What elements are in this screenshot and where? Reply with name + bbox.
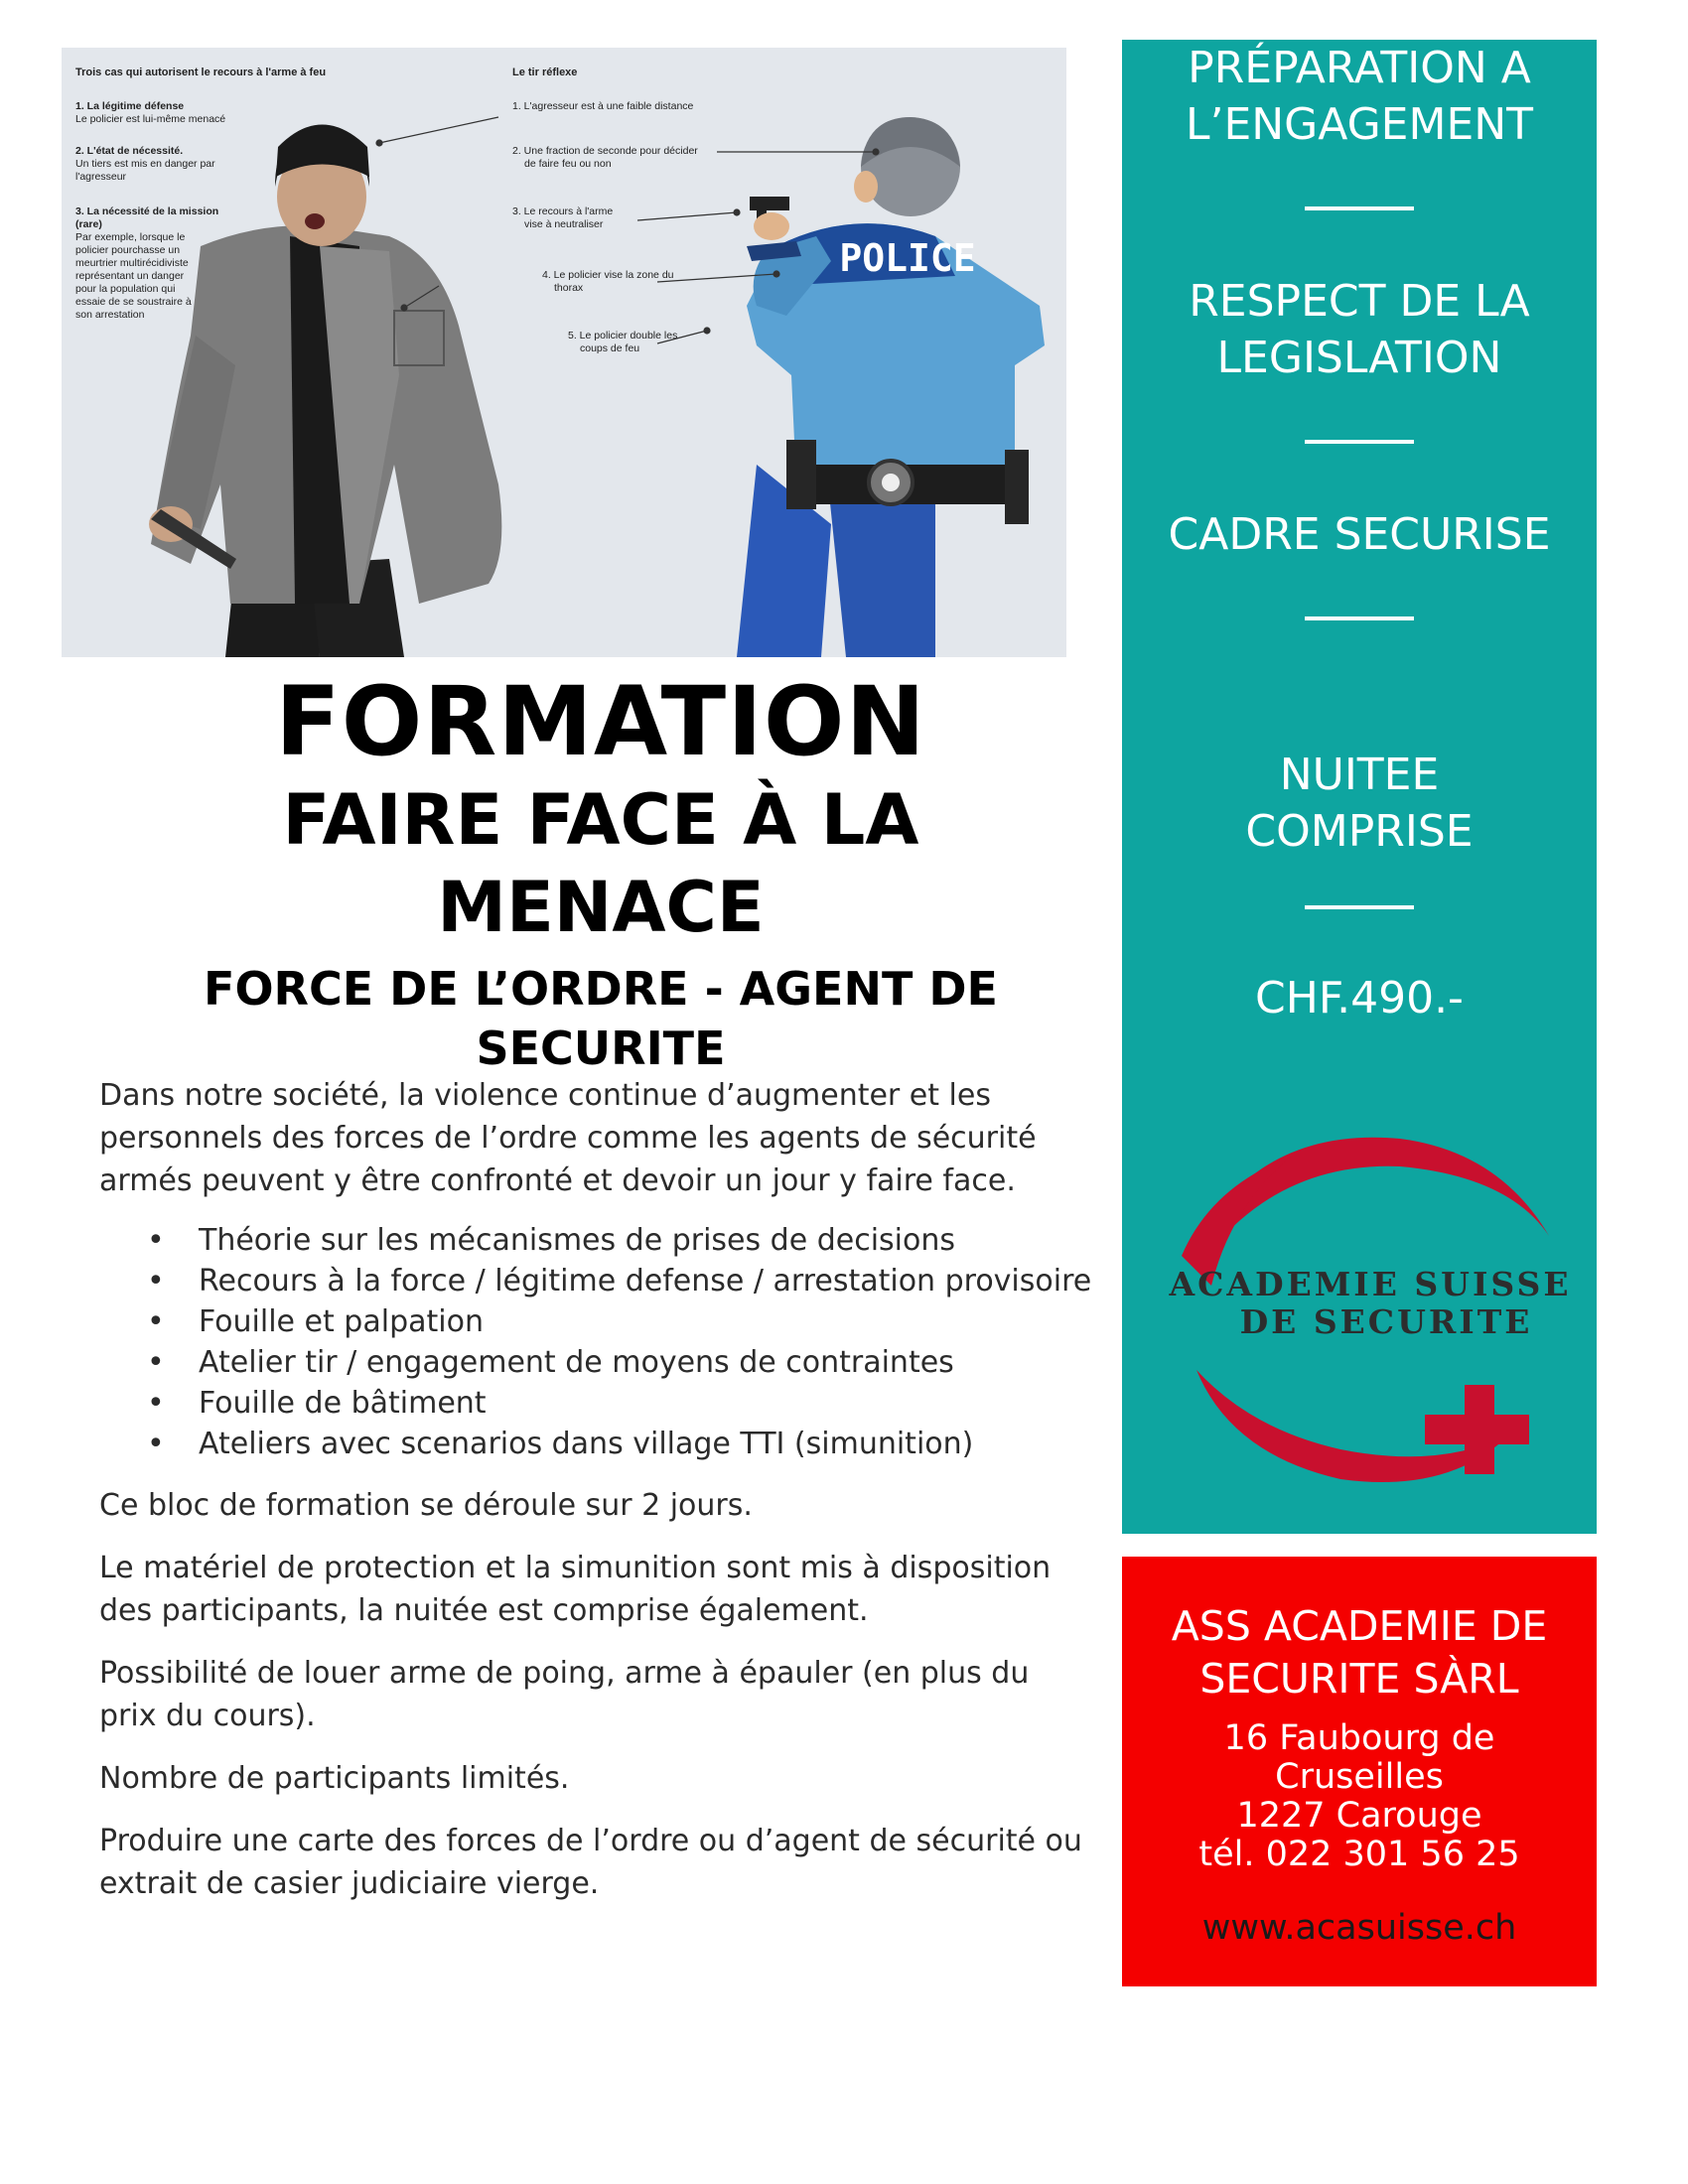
list-item-text: Atelier tir / engagement de moyens de contraintes	[199, 1345, 954, 1380]
program-list	[99, 1220, 1092, 1464]
left-item-3-line: meurtrier multirécidiviste	[75, 257, 189, 269]
target-audience: FORCE DE L’ORDRE - AGENT DE SECURITE	[204, 962, 998, 1075]
page-title: FORMATION	[275, 666, 926, 777]
bullet-icon: •	[147, 1345, 165, 1380]
page-subtitle: FAIRE FACE À LA MENACE	[282, 779, 919, 948]
address-line: Cruseilles	[1275, 1757, 1444, 1797]
separator-line	[1305, 616, 1414, 620]
list-item	[99, 1301, 1092, 1342]
highlight-secure-frame: CADRE SECURISE	[1168, 509, 1551, 560]
website-link[interactable]: www.acasuisse.ch	[1201, 1908, 1517, 1948]
academy-logo	[1152, 1117, 1589, 1504]
right-item-3-line: 3. Le recours à l'arme	[512, 205, 614, 217]
separator-line	[1305, 905, 1414, 909]
left-legend-heading: Trois cas qui autorisent le recours à l'arme à feu	[75, 67, 327, 78]
right-item-2-line: de faire feu ou non	[524, 158, 612, 170]
left-item-2-line: Un tiers est mis en danger par	[75, 158, 215, 170]
highlight-overnight: NUITEE	[1279, 750, 1440, 800]
right-item-3-line: vise à neutraliser	[524, 218, 604, 230]
list-item	[99, 1424, 1092, 1464]
left-item-3-line: son arrestation	[75, 309, 145, 321]
price: CHF.490.-	[1255, 973, 1464, 1024]
left-item-3-line: Par exemple, lorsque le	[75, 231, 186, 243]
list-item-text: Recours à la force / légitime defense / arrestation provisoire	[199, 1264, 1092, 1298]
course-description	[99, 1074, 1092, 1905]
right-item-1-line: 1. L'agresseur est à une faible distance	[512, 100, 694, 112]
separator-line	[1305, 440, 1414, 444]
rental-paragraph: Possibilité de louer arme de poing, arme à épauler (en plus du prix du cours).	[99, 1656, 1030, 1733]
left-item-3-title: (rare)	[75, 218, 102, 230]
address-line: 16 Faubourg de	[1223, 1718, 1495, 1758]
left-item-3-line: pour la population qui	[75, 283, 176, 295]
bullet-icon: •	[147, 1223, 165, 1258]
hero-illustration	[62, 48, 1066, 657]
list-item-text: Ateliers avec scenarios dans village TTI (simunition)	[199, 1427, 974, 1461]
right-item-5-line: 5. Le policier double les	[568, 330, 678, 341]
duration-paragraph: Ce bloc de formation se déroule sur 2 jours.	[99, 1488, 753, 1523]
address-city: 1227 Carouge	[1236, 1796, 1482, 1836]
right-item-4-line: 4. Le policier vise la zone du	[542, 269, 674, 281]
left-item-1-title: 1. La légitime défense	[75, 100, 185, 112]
company-name: ASS ACADEMIE DE SECURITE SÀRL	[1171, 1602, 1548, 1703]
phone-number: tél. 022 301 56 25	[1198, 1835, 1520, 1874]
highlight-overnight: COMPRISE	[1245, 806, 1474, 857]
list-item-text: Fouille de bâtiment	[199, 1386, 487, 1421]
highlight-legislation: LEGISLATION	[1216, 333, 1502, 383]
police-label: POLICE	[839, 236, 976, 280]
separator-line	[1305, 206, 1414, 210]
equipment-paragraph: Le matériel de protection et la simunition sont mis à disposition des participants, la nuitée est comprise également.	[99, 1551, 1052, 1628]
police-training-illustration	[62, 48, 1066, 657]
left-item-3-title: 3. La nécessité de la mission	[75, 205, 219, 217]
bullet-icon: •	[147, 1427, 165, 1461]
logo-text: ACADEMIE SUISSE	[1169, 1265, 1572, 1303]
right-item-5-line: coups de feu	[580, 342, 640, 354]
left-item-3-line: policier pourchasse un	[75, 244, 181, 256]
list-item-text: Théorie sur les mécanismes de prises de decisions	[199, 1223, 955, 1258]
logo-text: DE SECURITE	[1239, 1302, 1533, 1341]
list-item	[99, 1342, 1092, 1383]
right-item-2-line: 2. Une fraction de seconde pour décider	[512, 145, 698, 157]
highlight-legislation: RESPECT DE LA	[1189, 276, 1530, 327]
left-item-1-line: Le policier est lui-même menacé	[75, 113, 226, 125]
right-legend-heading: Le tir réflexe	[512, 67, 578, 78]
right-item-4-line: thorax	[554, 282, 584, 294]
highlight-preparation: L’ENGAGEMENT	[1185, 99, 1534, 150]
title-block	[62, 667, 1140, 1078]
participants-paragraph: Nombre de participants limités.	[99, 1761, 570, 1796]
highlight-preparation: PRÉPARATION A	[1188, 43, 1531, 93]
list-item	[99, 1220, 1092, 1261]
intro-paragraph: Dans notre société, la violence continue d’augmenter et les personnels des forces de l’ordre comme les agents de sécurité armés peuvent y être confronté et devoir un jour y faire face.	[99, 1078, 1037, 1198]
list-item-text: Fouille et palpation	[199, 1304, 484, 1339]
left-item-3-line: représentant un danger	[75, 270, 185, 282]
requirements-paragraph: Produire une carte des forces de l’ordre ou d’agent de sécurité ou extrait de casier judiciaire vierge.	[99, 1824, 1082, 1901]
left-item-3-line: essaie de se soustraire à	[75, 296, 192, 308]
left-item-2-line: l'agresseur	[75, 171, 127, 183]
bullet-icon: •	[147, 1304, 165, 1339]
contact-panel	[1122, 1557, 1597, 1986]
bullet-icon: •	[147, 1264, 165, 1298]
bullet-icon: •	[147, 1386, 165, 1421]
list-item	[99, 1383, 1092, 1424]
list-item	[99, 1261, 1092, 1301]
highlights-panel	[1122, 40, 1597, 1534]
left-item-2-title: 2. L'état de nécessité.	[75, 145, 184, 157]
